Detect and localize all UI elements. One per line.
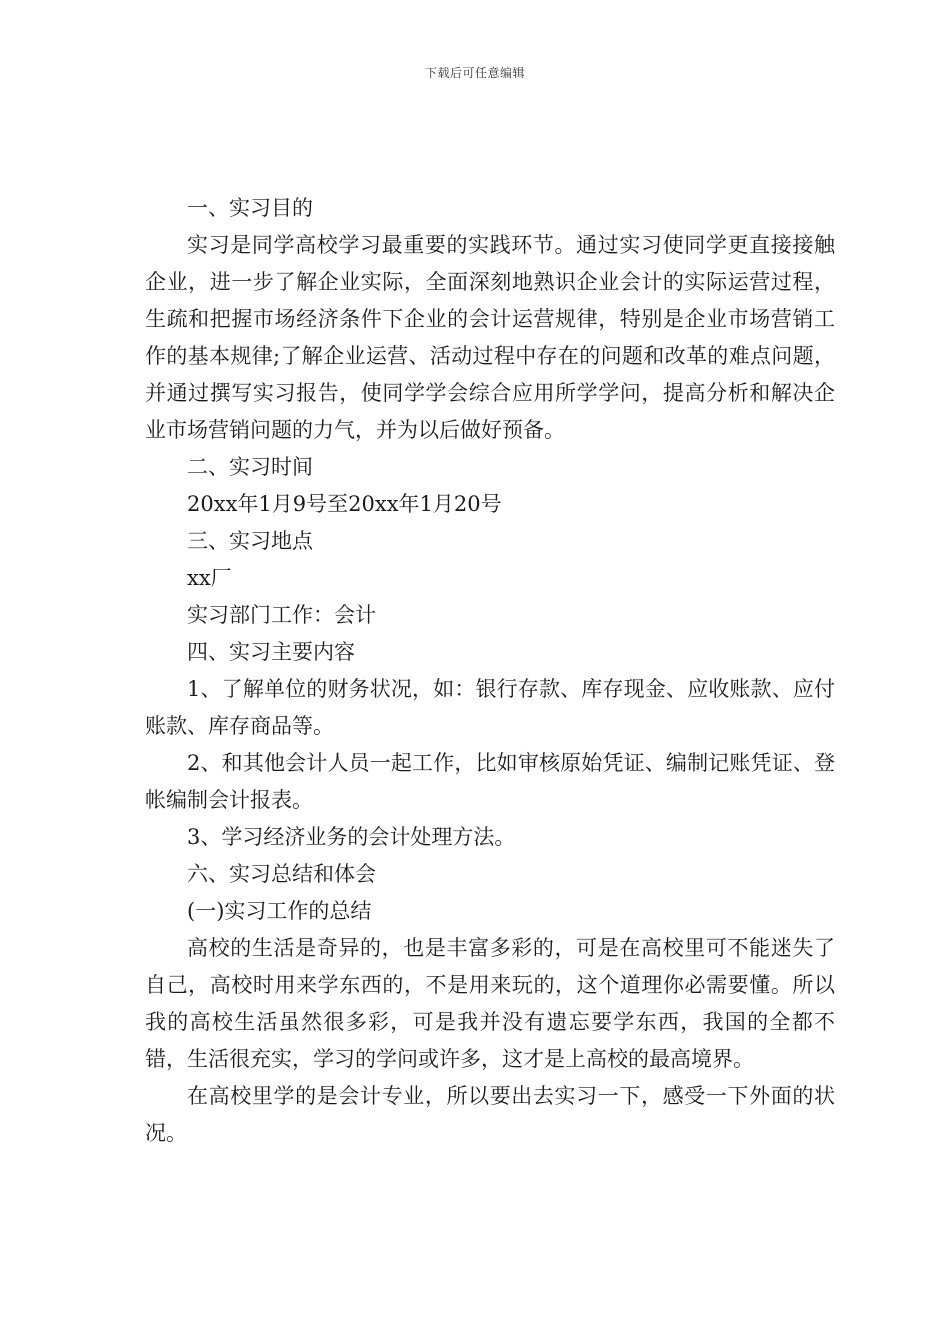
subsection-heading: (一)实习工作的总结 (187, 899, 372, 923)
body-paragraph: 高校的生活是奇异的，也是丰富多彩的，可是在高校里可不能迷失了自己，高校时用来学东西的，不是用来玩的，这个道理你必需要懂。所以我的高校生活虽然很多彩，可是我并没有遗忘要学东西，我国的全都不错，生活很充实，学习的学问或许多，这才是上高校的最高境界。 (145, 936, 835, 1071)
section-heading: 三、实习地点 (187, 529, 313, 553)
body-paragraph: xx厂 (187, 566, 232, 590)
section-heading: 四、实习主要内容 (187, 640, 355, 664)
list-item: 2、和其他会计人员一起工作，比如审核原始凭证、编制记账凭证、登帐编制会计报表。 (145, 751, 835, 812)
section-heading: 二、实习时间 (187, 455, 313, 479)
body-paragraph: 20xx年1月9号至20xx年1月20号 (187, 492, 502, 516)
section-heading: 一、实习目的 (187, 196, 313, 220)
body-paragraph: 实习部门工作：会计 (187, 603, 376, 627)
list-item: 1、了解单位的财务状况，如：银行存款、库存现金、应收账款、应付账款、库存商品等。 (145, 677, 835, 738)
document-body (145, 190, 835, 1152)
section-heading: 六、实习总结和体会 (187, 862, 376, 886)
page-header: 下载后可任意编辑 (424, 66, 525, 80)
body-paragraph: 实习是同学高校学习最重要的实践环节。通过实习使同学更直接接触企业，进一步了解企业实际，全面深刻地熟识企业会计的实际运营过程，生疏和把握市场经济条件下企业的会计运营规律，特别是企业市场营销工作的基本规律;了解企业运营、活动过程中存在的问题和改革的难点问题，并通过撰写实习报告，使同学学会综合应用所学学问，提高分析和解决企业市场营销问题的力气，并为以后做好预备。 (145, 233, 835, 442)
body-paragraph: 在高校里学的是会计专业，所以要出去实习一下，感受一下外面的状况。 (145, 1084, 835, 1145)
list-item: 3、学习经济业务的会计处理方法。 (187, 825, 516, 849)
